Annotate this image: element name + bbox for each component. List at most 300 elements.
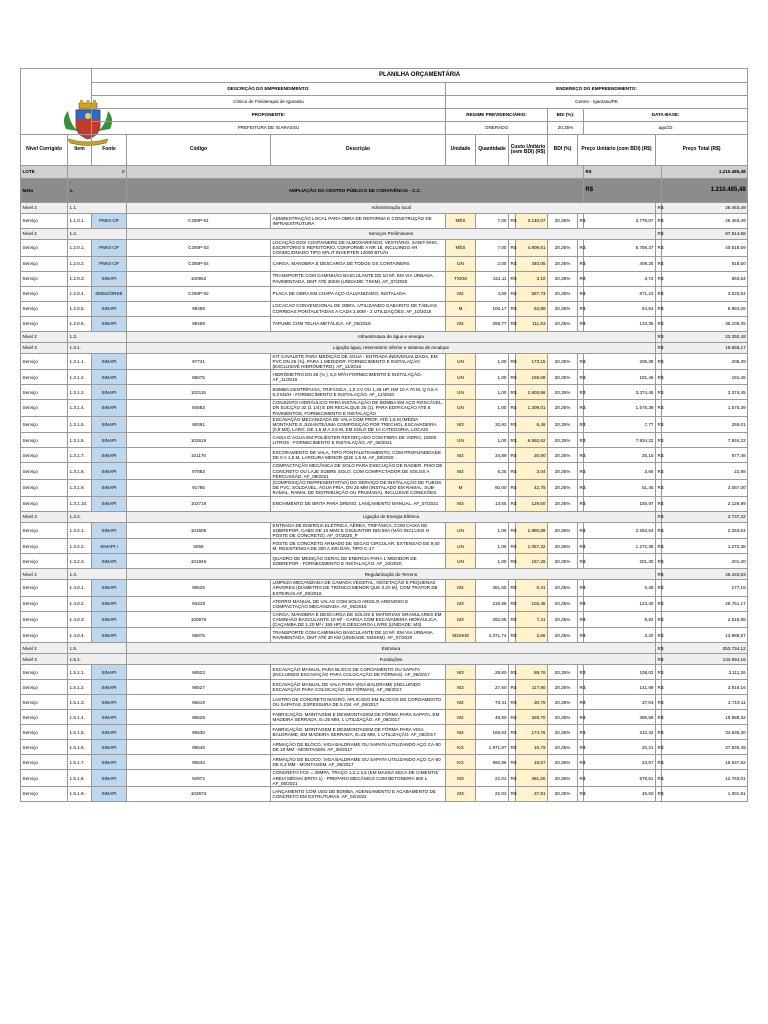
service-unit-price: 64,84 [584,301,656,316]
service-bdi: 20,35% [548,416,578,433]
service-code: 102619 [127,433,271,448]
proponent-value: PREFEITURA DE IGARASSU [92,122,446,135]
service-cost-currency: R$ [509,770,516,787]
service-unit-cost: 117,90 [516,680,548,695]
service-label: Serviço [21,596,68,611]
service-quantity: 1.871,87 [476,740,509,755]
service-quantity: 60,00 [476,480,509,497]
level-currency: R$ [656,342,662,353]
service-description: CARGA, MANOBRA E DESCARGA DE SOLOS E MATERIAIS GRANULARES EM CAMINHÃO BASCULANTE 10 M³ - CARGA COM ESCAVADEIRA HIDRÁULICA (CAÇAMBA DE 1,20 M³ / 155 HP) E DESCARGA LIVRE (UNIDADE: M3) [271,611,446,628]
service-bdi: 20,35% [548,316,578,331]
service-total: 3.020,54 [662,286,748,301]
service-price-currency: R$ [578,522,584,539]
service-item: 1.4.0.3. [68,611,92,628]
service-total-currency: R$ [656,680,662,695]
service-price-currency: R$ [578,539,584,554]
service-unit: M [446,480,476,497]
col-item: Item [68,135,92,166]
service-unit-price: 579,61 [584,770,656,787]
service-row [21,710,748,725]
service-quantity: 106,17 [476,301,509,316]
service-description: ENCHIMENTO DE BRITA PARA DRENO, LANÇAMENTO MANUAL. AF_07/2021 [271,496,446,511]
service-description: ESCORAMENTO DE VALA, TIPO PONTALETEAMENTO, COM PROFUNDIDADE DE 0 A 1,5 M, LARGURA MENOR QUE 1,5 M. AF_08/2020 [271,448,446,463]
service-cost-currency: R$ [509,539,516,554]
service-total-currency: R$ [656,695,662,710]
service-total-currency: R$ [656,770,662,787]
service-source: SINAPI [92,448,127,463]
service-cost-currency: R$ [509,580,516,597]
service-unit-price: 2.263,64 [584,522,656,539]
service-row [21,385,748,400]
service-cost-currency: R$ [509,596,516,611]
service-bdi: 20,35% [548,611,578,628]
service-unit-price: 155,97 [584,496,656,511]
service-unit: TXKM [446,271,476,286]
service-item: 1.3.1.1. [68,353,92,370]
service-price-currency: R$ [578,240,584,257]
service-price-currency: R$ [578,316,584,331]
service-item: 1.2.0.2. [68,256,92,271]
service-row [21,480,748,497]
service-source: SINAPI [92,316,127,331]
service-description: POSTE DE CONCRETO ARMADO DE SECAO CIRCULAR, EXTENSAO DE 9,00 M, RESISTENCIA DE 300 A 400 DAN, TIPO C-17 [271,539,446,554]
meta-item: 1. [68,179,127,203]
service-code: 90091 [127,416,271,433]
service-source: SINAPI [92,400,127,417]
service-total: 201,30 [662,554,748,569]
service-label: Serviço [21,611,68,628]
service-description: LANÇAMENTO COM USO DE BOMBA, ADENSAMENTO E ACABAMENTO DE CONCRETO EM ESTRUTURAS. AF_02/2022 [271,787,446,802]
service-total: 7.934,22 [662,433,748,448]
service-code: 96527 [127,680,271,695]
service-code: 100952 [127,271,271,286]
service-unit: UN [446,353,476,370]
service-total-currency: R$ [656,554,662,569]
date-value: ago/22 [584,122,748,135]
service-total: 2.719,11 [662,695,748,710]
level-total: 3.737,32 [662,511,748,522]
service-row [21,370,748,385]
service-code: 98525 [127,580,271,597]
lote-item: 0 [68,166,127,179]
service-unit: MÊS [446,214,476,229]
service-item: 1.3.2.1. [68,522,92,539]
service-cost-currency: R$ [509,554,516,569]
service-row [21,611,748,628]
service-unit-price: 20,21 [584,740,656,755]
service-unit-price: 3,66 [584,463,656,480]
service-bdi: 20,35% [548,680,578,695]
service-cost-currency: R$ [509,433,516,448]
logo-cell [21,69,92,135]
service-description: BOMBA CENTRÍFUGA, TRIFÁSICA, 1,5 CV OU 1,48 HP, HM 10 A 70 M, Q 0,8 A 5,3 M3/H - FORNECIMENTO E INSTALAÇÃO. AF_12/2020 [271,385,446,400]
service-unit: M2 [446,463,476,480]
level-row [21,342,748,353]
service-total: 2.128,99 [662,496,748,511]
service-quantity: 7,00 [476,214,509,229]
level-currency: R$ [656,203,662,214]
service-description: ESCAVAÇÃO MANUAL DE VALA PARA VIGA BALDRAME (INCLUINDO ESCAVAÇÃO PARA COLOCAÇÃO DE FÔRMAS). AF_06/2017 [271,680,446,695]
service-description: FABRICAÇÃO, MONTAGEM E DESMONTAGEM DE FÔRMA PARA VIGA BALDRAME, EM MADEIRA SERRADA, E=25 MM, 1 UTILIZAÇÃO. AF_06/2017 [271,725,446,740]
service-total-currency: R$ [656,665,662,680]
service-source: PMIG-CP [92,214,127,229]
service-unit-price: 671,23 [584,286,656,301]
service-unit: M3 [446,596,476,611]
service-source: SINAPI [92,787,127,802]
service-description: ENTRADA DE ENERGIA ELÉTRICA, AÉREA, TRIFÁSICA, COM CAIXA DE SOBREPOR, CABO DE 10 MM2 E DISJUNTOR DIN 50A (NÃO INCLUSO O POSTE DE CONCRETO). AF_07/2020_P [271,522,446,539]
col-unidade: Unidade [446,135,476,166]
service-description: CARGA, MANOBRA E DESCARGA DE TODOS OS CONTAINERS [271,256,446,271]
level-label: Nível 2 [21,331,68,342]
service-total-currency: R$ [656,463,662,480]
service-row [21,770,748,787]
service-cost-currency: R$ [509,256,516,271]
service-price-currency: R$ [578,628,584,643]
service-label: Serviço [21,710,68,725]
col-fonte: Fonte [92,135,127,166]
level-description: Fundações [127,654,656,665]
level-label: Nível 3 [21,654,68,665]
service-unit: UN [446,385,476,400]
service-item: 1.2.0.3. [68,271,92,286]
service-description: ADMINISTRAÇÃO LOCAL PARA OBRA DE REFORMA E CONSTRUÇÃO DE INFRAESTRUTURA [271,214,446,229]
service-source: SINAPI [92,370,127,385]
service-total-currency: R$ [656,480,662,497]
bdi-value: 20,35% [548,122,584,135]
bdi-label: BDI (%): [548,109,584,122]
service-bdi: 20,35% [548,370,578,385]
service-bdi: 20,35% [548,400,578,417]
service-code: 100978 [127,611,271,628]
service-unit-cost: 2.803,86 [516,385,548,400]
service-unit-price: 3,73 [584,271,656,286]
service-quantity: 27,60 [476,680,509,695]
service-description: (COMPOSIÇÃO REPRESENTATIVA) DO SERVIÇO DE INSTALAÇÃO DE TUBOS DE PVC, SOLDÁVEL, ÁGUA FRIA, DN 25 MM (INSTALADO EM RAMAL, SUB-RAMAL, RAMAL DE DISTRIBUIÇÃO OU PRUMADA), INCLUSIVE CONEXÕES [271,480,446,497]
service-price-currency: R$ [578,353,584,370]
service-bdi: 20,35% [548,665,578,680]
service-cost-currency: R$ [509,522,516,539]
service-unit-cost: 1.880,88 [516,522,548,539]
service-item: 1.3.1.5. [68,416,92,433]
service-price-currency: R$ [578,770,584,787]
service-quantity: 73,41 [476,695,509,710]
meta-label: Meta [21,179,68,203]
service-unit-price: 108,03 [584,665,656,680]
description-value: Clínica de Fisioterapia de Igarassu [92,96,446,109]
service-total: 36.109,25 [662,316,748,331]
level-row [21,331,748,342]
service-quantity: 22,02 [476,787,509,802]
service-unit: UN [446,539,476,554]
service-row [21,740,748,755]
service-source: SINAPI [92,480,127,497]
service-description: CAIXA D´ÁGUA EM POLIÉSTER REFORÇADO COM FIBRA DE VIDRO, 10000 LITROS - FORNECIMENTO E INSTALAÇÃO. AF_06/2021 [271,433,446,448]
service-total: 208,39 [662,353,748,370]
level-description: Ligação de Energia Elétrica [127,511,656,522]
service-row [21,695,748,710]
service-label: Serviço [21,286,68,301]
service-description: ARMAÇÃO DE BLOCO, VIGA BALDRAME OU SAPATA UTILIZANDO AÇO CA-50 DE 10 MM - MONTAGEM. AF_06/2017 [271,740,446,755]
service-source: SINAPI [92,385,127,400]
service-description: TRANSPORTE COM CAMINHÃO BASCULANTE DE 10 M³, EM VIA URBANA PAVIMENTADA, DMT ATÉ 30KM (UNIDADE: TXKM). AF_07/2020 [271,271,446,286]
service-description: ESCAVAÇÃO MANUAL PARA BLOCO DE COROAMENTO OU SAPATA (INCLUINDO ESCAVAÇÃO PARA COLOCAÇÃO DE FÔRMAS). AF_06/2017 [271,665,446,680]
service-bdi: 20,35% [548,240,578,257]
service-unit: M2 [446,725,476,740]
service-item: 1.3.1.3. [68,385,92,400]
meta-total: 1.210.485,48 [662,179,748,203]
level-item: 1.3.1. [68,342,127,353]
service-cost-currency: R$ [509,680,516,695]
service-source: SINAPI [92,665,127,680]
level-label: Nível 2 [21,203,68,214]
service-unit: M2 [446,316,476,331]
service-source: SINAPI [92,271,127,286]
service-price-currency: R$ [578,370,584,385]
level-total: 26.453,49 [662,203,748,214]
service-cost-currency: R$ [509,240,516,257]
service-item: 1.3.1.8. [68,463,92,480]
service-unit-price: 134,35 [584,316,656,331]
service-label: Serviço [21,628,68,643]
service-item: 1.3.2.3. [68,554,92,569]
level-row [21,569,748,580]
service-source: SINAPI [92,301,127,316]
level-row [21,229,748,240]
service-cost-currency: R$ [509,755,516,770]
service-unit-cost: 129,60 [516,496,548,511]
service-bdi: 20,35% [548,695,578,710]
service-unit-price: 409,25 [584,256,656,271]
service-item: 1.3.1.2. [68,370,92,385]
service-item: 1.2.0.5. [68,301,92,316]
service-bdi: 20,35% [548,710,578,725]
level-row [21,643,748,654]
service-quantity: 660,86 [476,755,509,770]
service-price-currency: R$ [578,463,584,480]
service-row [21,271,748,286]
service-code: 103673 [127,787,271,802]
service-row [21,596,748,611]
service-quantity: 1,00 [476,522,509,539]
service-description: LIMPEZA MECANIZADA DE CAMADA VEGETAL, VEGETAÇÃO E PEQUENAS ÁRVORES (DIÂMETRO DE TRONCO MENOR QUE 0,20 M), COM TRATOR DE ESTEIRAS.AF_05/2018 [271,580,446,597]
service-label: Serviço [21,755,68,770]
meta-row [21,179,748,203]
service-code: 94683 [127,400,271,417]
service-label: Serviço [21,370,68,385]
service-row [21,755,748,770]
service-label: Serviço [21,448,68,463]
service-description: CONJUNTO HIDRÁULICO PARA INSTALAÇÃO DE BOMBA EM AÇO ROSCÁVEL, DN SUCÇÃO 32 (1 1/4) E DN RECALQUE 25 (1), PARA EDIFICAÇÃO ATÉ 6 PAVIMENTOS, FORNECIMENTO E INSTALAÇÃO [271,400,446,417]
service-bdi: 20,35% [548,301,578,316]
service-price-currency: R$ [578,385,584,400]
service-unit-cost: 481,60 [516,770,548,787]
service-item: 1.4.0.1. [68,580,92,597]
service-price-currency: R$ [578,256,584,271]
service-item: 1.2.0.4. [68,286,92,301]
service-unit: UN [446,554,476,569]
service-item: 1.1.0.1. [68,214,92,229]
service-total-currency: R$ [656,522,662,539]
service-total: 563,64 [662,271,748,286]
service-code: 95875 [127,628,271,643]
service-label: Serviço [21,400,68,417]
service-cost-currency: R$ [509,665,516,680]
service-cost-currency: R$ [509,353,516,370]
service-unit-cost: 173,15 [516,353,548,370]
service-item: 1.3.1.6. [68,433,92,448]
service-total-currency: R$ [656,370,662,385]
service-price-currency: R$ [578,755,584,770]
service-cost-currency: R$ [509,480,516,497]
level-label: Nível 2 [21,569,68,580]
service-unit: UN [446,370,476,385]
service-total-currency: R$ [656,725,662,740]
service-item: 1.5.1.1. [68,665,92,680]
date-label: DATA-BASE: [584,109,748,122]
service-row [21,580,748,597]
service-source: SINAPI [92,496,127,511]
col-nivel: Nível Corrigido [21,135,68,166]
service-unit-price: 395,59 [584,710,656,725]
service-label: Serviço [21,301,68,316]
service-cost-currency: R$ [509,400,516,417]
service-quantity: 6,25 [476,463,509,480]
service-total: 1.272,38 [662,539,748,554]
service-bdi: 20,35% [548,770,578,787]
service-unit: M [446,301,476,316]
service-source: SINAPI [92,580,127,597]
service-unit-price: 3,20 [584,628,656,643]
service-description: ARMAÇÃO DE BLOCO, VIGA BALDRAME OU SAPATA UTILIZANDO AÇO CA-50 DE 6,3 MM - MONTAGEM. AF_06/2017 [271,755,446,770]
service-bdi: 20,35% [548,787,578,802]
service-price-currency: R$ [578,740,584,755]
service-total: 34.835,30 [662,725,748,740]
level-description: Ligação água, reservatório inferior e sistema de recalque [127,342,656,353]
service-source: SINAPI [92,710,127,725]
service-code: 95675 [127,370,271,385]
service-total: 255,01 [662,416,748,433]
service-price-currency: R$ [578,680,584,695]
service-total-currency: R$ [656,256,662,271]
service-label: Serviço [21,433,68,448]
service-row [21,433,748,448]
service-unit-price: 3.374,45 [584,385,656,400]
service-unit-price: 7.934,22 [584,433,656,448]
service-row [21,463,748,480]
level-item: 1.3.2. [68,511,127,522]
level-currency: R$ [656,654,662,665]
service-unit-cost: 340,05 [516,256,548,271]
service-code: COMP-01 [127,214,271,229]
service-unit-cost: 6.592,62 [516,433,548,448]
service-row [21,286,748,301]
service-quantity: 269,77 [476,316,509,331]
level-item: 1.4. [68,569,127,580]
service-total: 818,50 [662,256,748,271]
column-header-row [21,135,748,166]
service-bdi: 20,35% [548,596,578,611]
service-unit-price: 7,77 [584,416,656,433]
service-description: TRANSPORTE COM CAMINHÃO BASCULANTE DE 10 M³, EM VIA URBANA PAVIMENTADA, DMT ATÉ 30 KM (UNIDADE: M3XKM). AF_07/2020 [271,628,446,643]
service-total: 1.001,91 [662,787,748,802]
col-codigo: Código [127,135,271,166]
service-quantity: 282,05 [476,611,509,628]
service-unit-cost: 2,66 [516,628,548,643]
service-total-currency: R$ [656,301,662,316]
service-total: 1.575,39 [662,400,748,417]
service-cost-currency: R$ [509,448,516,463]
service-cost-currency: R$ [509,286,516,301]
service-source: SINAPI [92,770,127,787]
service-price-currency: R$ [578,710,584,725]
service-description: ATERRO MANUAL DE VALAS COM SOLO ARGILO-ARENOSO E COMPACTAÇÃO MECANIZADA. AF_05/2016 [271,596,446,611]
service-bdi: 20,35% [548,755,578,770]
service-total: 37.830,49 [662,740,748,755]
meta-currency: R$ [584,179,662,203]
service-total: 12.763,01 [662,770,748,787]
service-row [21,787,748,802]
service-price-currency: R$ [578,286,584,301]
service-label: Serviço [21,353,68,370]
service-total: 191,46 [662,370,748,385]
service-label: Serviço [21,256,68,271]
col-bdi: BDI (%) [548,135,578,166]
service-price-currency: R$ [578,416,584,433]
service-total-currency: R$ [656,433,662,448]
service-code: 96530 [127,725,271,740]
service-code: 102115 [127,385,271,400]
service-unit-cost: 42,75 [516,480,548,497]
service-source: SINAPI [92,680,127,695]
service-item: 1.5.1.4. [68,710,92,725]
service-item: 1.2.0.1. [68,240,92,257]
service-source: SINAPI [92,463,127,480]
service-unit-price: 0,49 [584,580,656,597]
level-description: Serviços Preliminares [127,229,656,240]
service-item: 1.5.1.7. [68,755,92,770]
service-unit-cost: 102,45 [516,596,548,611]
address-label: ENDEREÇO DO EMPREENDIMENTO: [446,83,748,96]
service-unit: M2 [446,710,476,725]
service-code: 101505 [127,522,271,539]
service-label: Serviço [21,539,68,554]
service-cost-currency: R$ [509,416,516,433]
service-unit: M3 [446,770,476,787]
service-unit-price: 123,30 [584,596,656,611]
service-row [21,353,748,370]
level-total: 353.734,12 [662,643,748,654]
service-code: 101946 [127,554,271,569]
service-total: 13.989,57 [662,628,748,643]
service-code: 96619 [127,695,271,710]
service-total: 3.916,16 [662,680,748,695]
service-label: Serviço [21,496,68,511]
service-unit-price: 141,89 [584,680,656,695]
service-label: Serviço [21,695,68,710]
service-total-currency: R$ [656,710,662,725]
service-source: SINAPI [92,628,127,643]
service-label: Serviço [21,214,68,229]
service-label: Serviço [21,725,68,740]
service-price-currency: R$ [578,214,584,229]
service-bdi: 20,35% [548,628,578,643]
service-total-currency: R$ [656,539,662,554]
service-bdi: 20,35% [548,271,578,286]
service-total: 26.751,17 [662,596,748,611]
service-price-currency: R$ [578,695,584,710]
service-label: Serviço [21,385,68,400]
service-quantity: 34,89 [476,448,509,463]
